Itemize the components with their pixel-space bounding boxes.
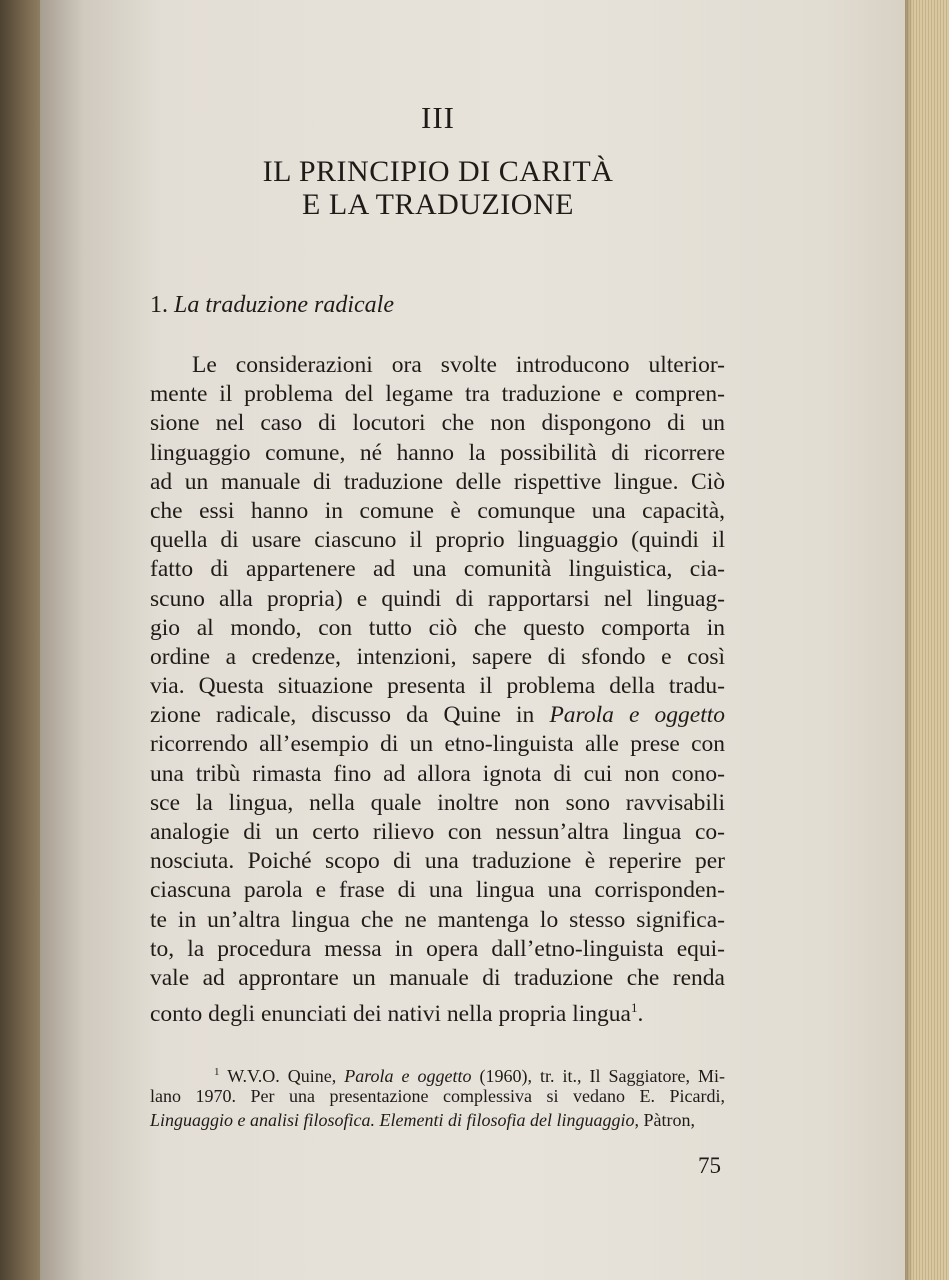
body-line: ciascuna parola e frase di una lingua una corrisponden-: [150, 877, 725, 904]
footnote-line: lano 1970. Per una presentazione complessiva si vedano E. Picardi,: [150, 1086, 725, 1106]
body-line: to, la procedura messa in opera dall’etno-linguista equi-: [150, 935, 725, 962]
body-line: quella di usare ciascuno il proprio linguaggio (quindi il: [150, 527, 725, 554]
body-line: ad un manuale di traduzione delle rispettive lingue. Ciò: [150, 468, 725, 495]
body-line-with-title: [150, 701, 725, 730]
body-line-last: conto degli enunciati dei nativi nella propria lingua$^1$.: [150, 1000, 644, 1028]
body-line: che essi hanno in comune è comunque una capacità,: [150, 497, 725, 524]
footnote-publication: (1960), tr. it., Il Saggiatore, Mi-: [479, 1066, 725, 1086]
footnote-publisher: , Pàtron,: [634, 1110, 695, 1130]
page-number: 75: [698, 1153, 721, 1178]
body-line: ordine a credenze, intenzioni, sapere di sfondo e così: [150, 643, 725, 670]
section-number: 1.: [150, 292, 168, 318]
body-line: linguaggio comune, né hanno la possibilità di ricorrere: [150, 439, 725, 466]
footnote-marker: 1: [214, 1066, 220, 1078]
footnote-author: W.V.O. Quine,: [227, 1066, 337, 1086]
body-paragraph: [150, 351, 726, 1028]
body-line: vale ad approntare un manuale di traduzione che renda: [150, 964, 725, 991]
body-line: gio al mondo, con tutto ciò che questo comporta in: [150, 614, 725, 641]
body-line: fatto di appartenere ad una comunità linguistica, cia-: [150, 556, 725, 583]
body-line: una tribù rimasta fino ad allora ignota di cui non cono-: [150, 760, 725, 787]
body-line: ricorrendo all’esempio di un etno-linguista alle prese con: [150, 731, 725, 758]
chapter-title-line-1: IL PRINCIPIO DI CARITÀ: [262, 155, 614, 188]
chapter-number: III: [421, 100, 455, 135]
chapter-title: [40, 155, 836, 221]
body-line: nosciuta. Poiché scopo di una traduzione è reperire per: [150, 848, 725, 875]
body-line: te in un’altra lingua che ne mantenga lo stesso significa-: [150, 906, 725, 933]
section-heading: [150, 292, 394, 319]
footnote-title: Parola e oggetto: [344, 1066, 472, 1086]
body-line-text: conto degli enunciati dei nativi nella propria lingua: [150, 1001, 631, 1028]
chapter-title-line-2: E LA TRADUZIONE: [302, 188, 574, 221]
section-title: La traduzione radicale: [174, 292, 394, 318]
footnote-reference: 1: [630, 1000, 638, 1016]
page-edge-shadow: [905, 0, 913, 1280]
body-line: mente il problema del legame tra traduzione e compren-: [150, 381, 725, 408]
footnote-line: [150, 1108, 725, 1132]
body-line: via. Questa situazione presenta il problema della tradu-: [150, 673, 725, 700]
body-line: sione nel caso di locutori che non dispongono di un: [150, 410, 725, 437]
body-line: sce la lingua, nella quale inoltre non sono ravvisabili: [150, 789, 725, 816]
body-line: Le considerazioni ora svolte introducono ulterior-: [192, 352, 725, 378]
book-title-ref: Parola e oggetto: [549, 702, 726, 729]
footnote-book-title: Linguaggio e analisi filosofica. Elementi di filosofia del linguaggio: [150, 1110, 635, 1130]
footnote: [150, 1060, 725, 1132]
body-line: scuno alla propria) e quindi di rapportarsi nel linguag-: [150, 585, 725, 612]
body-line-text: zione radicale, discusso da Quine in: [150, 702, 535, 729]
body-line: analogie di un certo rilievo con nessun’altra lingua co-: [150, 819, 725, 845]
book-page: [40, 0, 910, 1280]
footnote-line: [150, 1060, 725, 1084]
